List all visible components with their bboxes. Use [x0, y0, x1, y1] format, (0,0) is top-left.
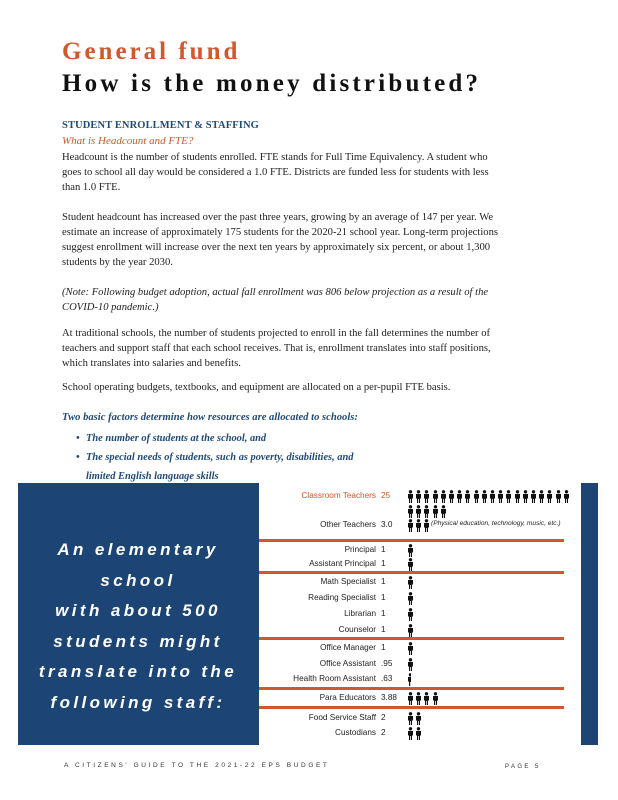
- person-icon: [407, 673, 411, 686]
- staff-label: Reading Specialist: [308, 593, 376, 602]
- staff-label: Office Manager: [320, 643, 376, 652]
- staff-count: 2: [381, 728, 386, 737]
- person-icon: [423, 692, 430, 705]
- person-icon: [407, 712, 414, 725]
- staff-count: 3.88: [381, 693, 397, 702]
- person-icon: [415, 519, 422, 532]
- person-icon: [407, 490, 414, 503]
- person-icon: [415, 692, 422, 705]
- person-icon: [440, 490, 447, 503]
- page-title: How is the money distributed?: [62, 70, 482, 97]
- staff-row: [259, 576, 581, 592]
- person-icon: [415, 712, 422, 725]
- bullet-text: The number of students at the school, and: [86, 433, 267, 444]
- person-icon: [456, 490, 463, 503]
- person-icon: [415, 727, 422, 740]
- person-icon: [555, 490, 562, 503]
- panel-callout: [18, 535, 258, 718]
- person-icon: [538, 490, 545, 503]
- staff-row: [259, 642, 581, 658]
- panel-line: students might: [53, 631, 223, 651]
- bullet-continuation: limited English language skills: [86, 471, 219, 482]
- staff-row: [259, 592, 581, 608]
- person-icon: [423, 505, 430, 518]
- staff-row: [259, 712, 581, 728]
- staff-count: 25: [381, 491, 391, 500]
- staff-label: Counselor: [338, 625, 376, 634]
- person-icon: [407, 727, 414, 740]
- person-icon: [497, 490, 504, 503]
- group-separator: [259, 539, 564, 542]
- person-icon: [432, 490, 439, 503]
- staff-label: Math Specialist: [320, 577, 376, 586]
- factors-intro: Two basic factors determine how resources are allocated to schools:: [62, 412, 358, 423]
- staff-count: 1: [381, 559, 386, 568]
- person-icon: [407, 692, 414, 705]
- staff-row: [259, 558, 581, 574]
- staff-count: 3.0: [381, 520, 393, 529]
- person-icon: [448, 490, 455, 503]
- staff-note: (Physical education, technology, music, etc.): [431, 520, 561, 527]
- staff-row: [259, 490, 581, 506]
- staff-label: Classroom Teachers: [301, 491, 376, 500]
- paragraph-staffing: At traditional schools, the number of students projected to enroll in the fall determines the number of teachers and support staff that each school receives. That is, enrollment translates into staff positions, which translates into salaries and benefits.: [62, 328, 491, 369]
- person-icon: [530, 490, 537, 503]
- staff-count: 1: [381, 545, 386, 554]
- staff-count: 1: [381, 643, 386, 652]
- staff-count: .95: [381, 659, 393, 668]
- staff-count: 2: [381, 713, 386, 722]
- staff-label: Principal: [344, 545, 376, 554]
- person-icon: [423, 519, 430, 532]
- bullet-text: The special needs of students, such as poverty, disabilities, and: [86, 452, 354, 463]
- person-icon: [546, 490, 553, 503]
- bullet-item: [76, 450, 353, 465]
- section-title: STUDENT ENROLLMENT & STAFFING: [62, 120, 259, 131]
- person-icon: [505, 490, 512, 503]
- person-icon: [432, 505, 439, 518]
- staff-label: Health Room Assistant: [293, 674, 376, 683]
- person-icon: [440, 505, 447, 518]
- person-icon: [481, 490, 488, 503]
- panel-line: An elementary school: [57, 540, 219, 590]
- person-icon: [407, 658, 414, 671]
- staff-row: [259, 658, 581, 674]
- person-icon: [407, 642, 414, 655]
- person-icon: [423, 490, 430, 503]
- paragraph-headcount: Headcount is the number of students enrolled. FTE stands for Full Time Equivalency. A student who goes to school all day would be considered a 1.0 FTE. Districts are funded less for students with less than 1.0 FTE.: [62, 152, 489, 193]
- staff-count: 1: [381, 577, 386, 586]
- person-icon: [415, 490, 422, 503]
- staff-count: .63: [381, 674, 393, 683]
- staff-label: Para Educators: [319, 693, 376, 702]
- person-icon: [407, 505, 414, 518]
- bullet-icon: •: [76, 433, 80, 444]
- staff-row: [259, 692, 581, 708]
- person-icon: [407, 608, 414, 621]
- staff-label: Office Assistant: [319, 659, 376, 668]
- staff-row: [259, 673, 581, 689]
- staff-count: 1: [381, 593, 386, 602]
- person-icon: [514, 490, 521, 503]
- person-icon: [407, 544, 414, 557]
- person-icon: [432, 692, 438, 705]
- staff-count: 1: [381, 609, 386, 618]
- panel-line: with about 500: [55, 601, 221, 620]
- staff-row: [259, 727, 581, 743]
- staff-row: [259, 519, 581, 535]
- staff-label: Librarian: [344, 609, 376, 618]
- person-icon: [407, 624, 414, 637]
- person-icon: [522, 490, 529, 503]
- panel-line: following staff:: [50, 692, 226, 712]
- paragraph-budgets: School operating budgets, textbooks, and equipment are allocated on a per-pupil FTE basis.: [62, 382, 451, 393]
- footer-page-number: PAGE 5: [505, 764, 541, 770]
- staff-label: Assistant Principal: [309, 559, 376, 568]
- person-icon: [415, 505, 422, 518]
- person-icon: [563, 490, 570, 503]
- bullet-item: [76, 431, 266, 446]
- staff-label: Food Service Staff: [308, 713, 376, 722]
- panel-line: translate into the: [38, 662, 238, 681]
- person-icon: [473, 490, 480, 503]
- bullet-icon: •: [76, 452, 80, 463]
- staff-label: Other Teachers: [320, 520, 376, 529]
- staff-label: Custodians: [335, 728, 376, 737]
- footer-guide-title: A CITIZENS' GUIDE TO THE 2021-22 EPS BUDGET: [64, 762, 330, 769]
- person-icon: [464, 490, 471, 503]
- person-icon: [407, 576, 414, 589]
- staff-row: [259, 624, 581, 640]
- staff-count: 1: [381, 625, 386, 634]
- paragraph-enrollment-growth: Student headcount has increased over the past three years, growing by an average of 147 per year. We estimate an increase of approximately 175 students for the 2020-21 school year. Long-term projections suggest enrollment will increase over the next ten years by approximately six percent, or about 1,300 students by the year 2030.: [62, 212, 498, 268]
- staff-chart: [259, 483, 581, 745]
- paragraph-covid-note: (Note: Following budget adoption, actual fall enrollment was 806 below projection as a result of the COVID-10 pandemic.): [62, 287, 489, 313]
- person-icon: [489, 490, 496, 503]
- section-subtitle: What is Headcount and FTE?: [62, 135, 194, 147]
- person-icon: [407, 519, 414, 532]
- page-heading-general-fund: General fund: [62, 38, 241, 65]
- person-icon: [407, 558, 414, 571]
- person-icon: [407, 592, 414, 605]
- staff-row: [259, 608, 581, 624]
